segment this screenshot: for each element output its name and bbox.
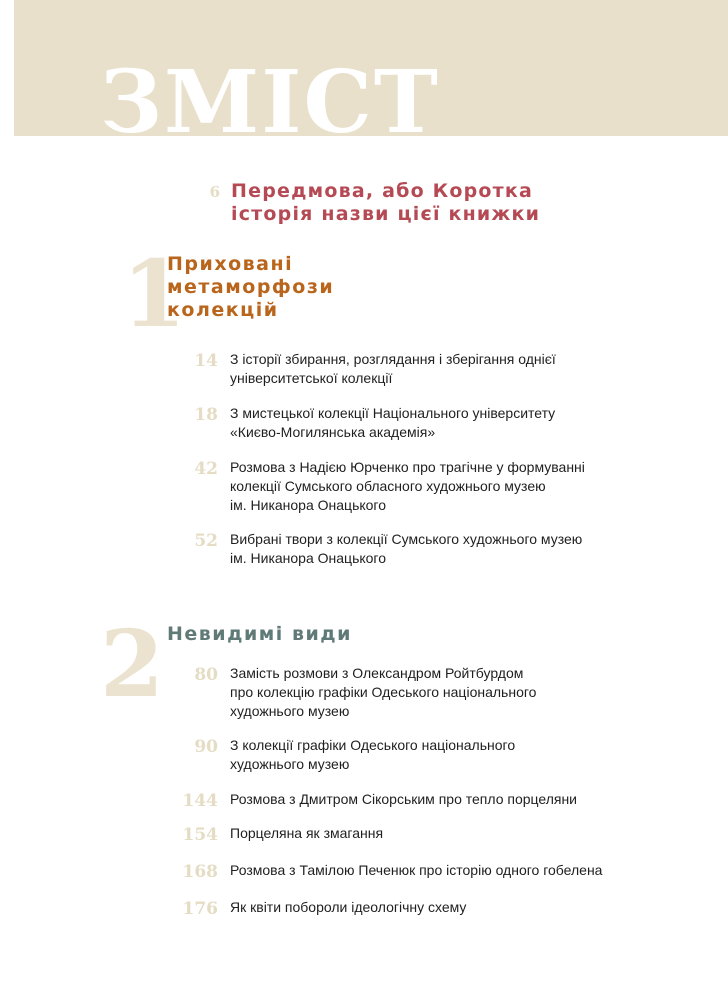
section-title-line: метаморфози (167, 276, 335, 298)
toc-page-number: 144 (182, 791, 218, 811)
toc-entry[interactable] (230, 790, 630, 809)
toc-entry-line: ім. Никанора Онацького (230, 497, 387, 513)
toc-entry[interactable] (230, 861, 630, 880)
toc-entry[interactable] (230, 350, 630, 388)
toc-entry-line: Розмова з Тамілою Печенюк про історію одного гобелена (230, 862, 603, 878)
toc-page-number: 52 (194, 531, 218, 551)
toc-page-number: 154 (182, 825, 218, 845)
toc-entry-line: Розмова з Надією Юрченко про трагічне у формуванні (230, 459, 585, 475)
section-2-title[interactable]: Невидимі види (167, 623, 352, 645)
toc-entry[interactable] (230, 898, 630, 917)
toc-entry-line: Розмова з Дмитром Сікорським про тепло порцеляни (230, 791, 578, 807)
section-1-title[interactable] (167, 253, 427, 322)
toc-entry[interactable] (230, 664, 630, 721)
toc-entry[interactable] (230, 530, 630, 568)
toc-entry-line: «Києво-Могилянська академія» (230, 424, 436, 440)
toc-page-number: 14 (194, 351, 218, 371)
preface-title-line: Передмова, або Коротка (231, 180, 534, 202)
toc-page-number: 42 (194, 459, 218, 479)
toc-page-number: 176 (182, 899, 218, 919)
toc-entry-line: ім. Никанора Онацького (230, 550, 387, 566)
preface-title-line: історія назви цієї книжки (231, 203, 541, 225)
toc-entry[interactable] (230, 824, 630, 843)
toc-entry-line: Як квіти побороли ідеологічну схему (230, 899, 467, 915)
toc-entry-line: художнього музею (230, 756, 350, 772)
toc-entry-line: Замість розмови з Олександром Ройтбурдом (230, 665, 524, 681)
toc-page-number: 80 (194, 665, 218, 685)
toc-entry-line: колекції Сумського обласного художнього музею (230, 478, 546, 494)
toc-entry[interactable] (230, 736, 630, 774)
toc-page-number: 18 (194, 405, 218, 425)
toc-entry-line: З колекції графіки Одеського національного (230, 737, 516, 753)
toc-entry-line: художнього музею (230, 703, 350, 719)
toc-entry[interactable] (230, 458, 630, 515)
toc-entry-line: З історії збирання, розглядання і зберігання однієї (230, 351, 556, 367)
preface-page-number: 6 (209, 183, 220, 201)
toc-entry[interactable] (230, 404, 630, 442)
toc-page-number: 168 (182, 862, 218, 882)
toc-entry-line: про колекцію графіки Одеського національного (230, 684, 537, 700)
section-1-numeral: 1 (122, 240, 187, 348)
section-2-numeral: 2 (100, 610, 165, 718)
toc-entry-line: Вибрані твори з колекції Сумського художнього музею (230, 531, 583, 547)
section-title-line: Приховані (167, 253, 294, 275)
section-title-line: колекцій (167, 299, 279, 321)
toc-entry-line: З мистецької колекції Національного університету (230, 405, 556, 421)
toc-page-number: 90 (194, 737, 218, 757)
preface-title[interactable] (231, 180, 611, 226)
toc-entry-line: Порцеляна як змагання (230, 825, 384, 841)
toc-entry-line: університетської колекції (230, 370, 393, 386)
page-title: ЗМІСТ (100, 52, 440, 153)
